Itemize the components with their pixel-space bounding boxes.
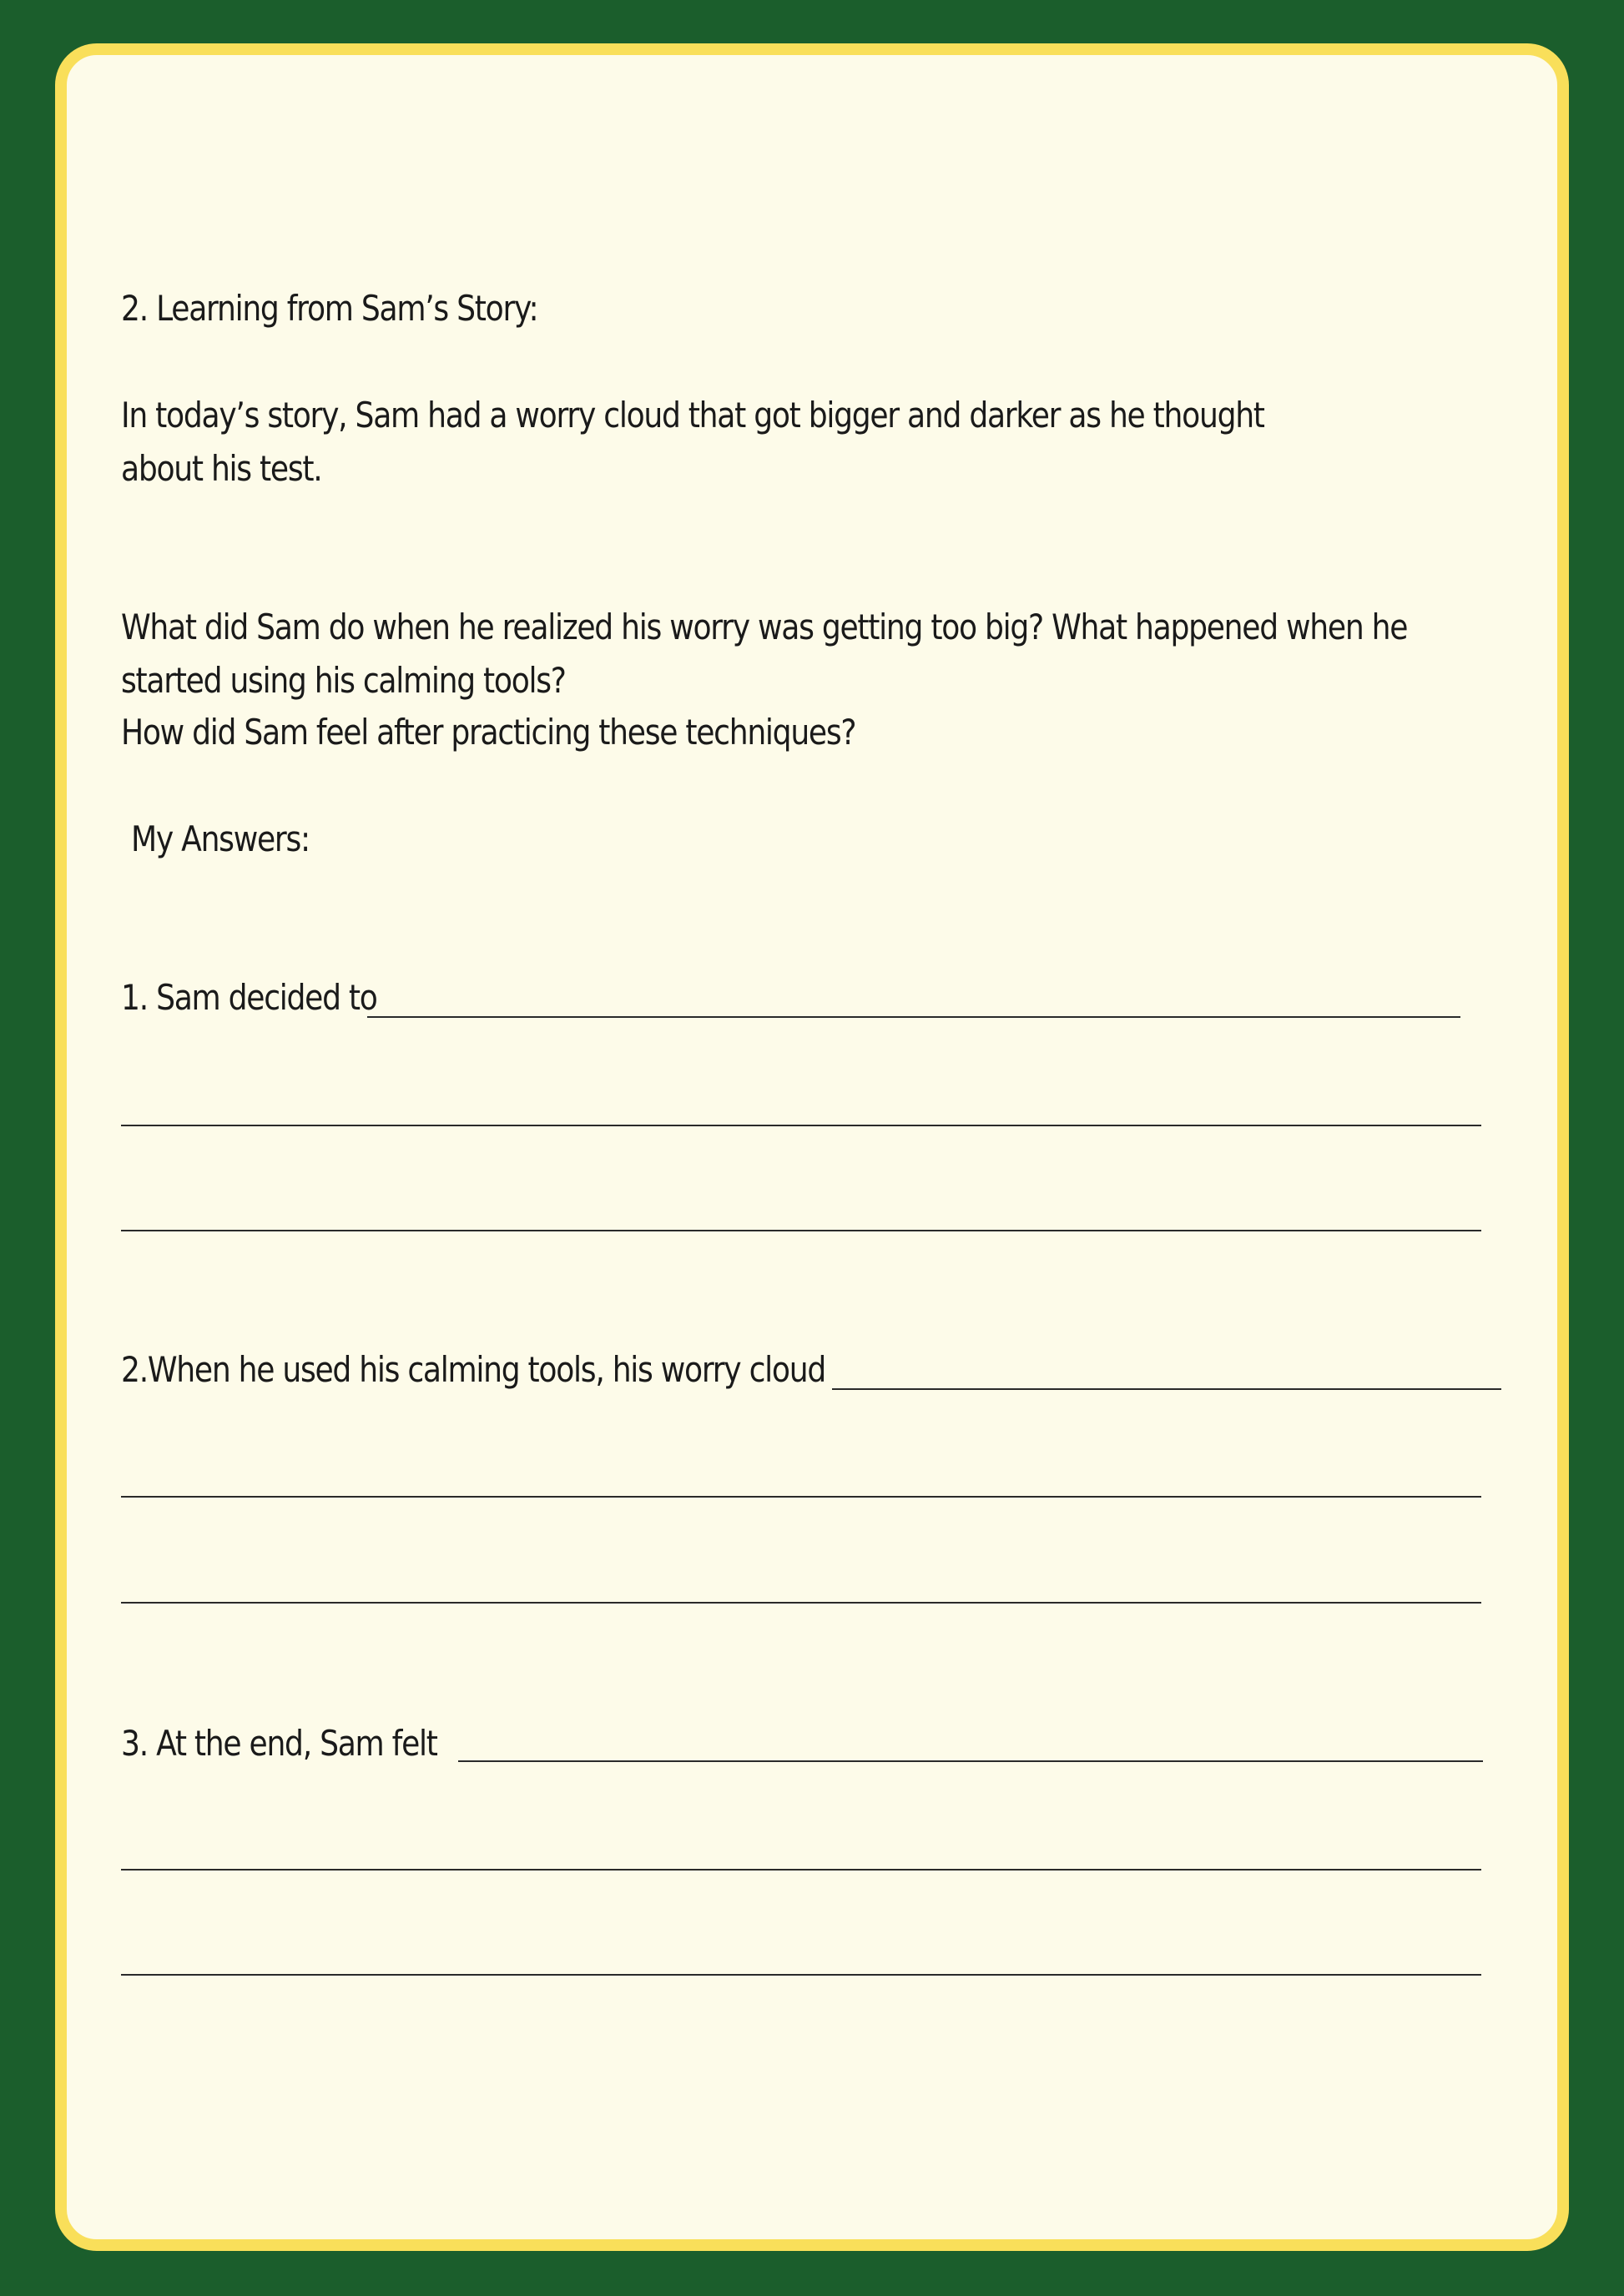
answer-2-line-1[interactable] bbox=[832, 1388, 1501, 1390]
intro-text-line-1: In today’s story, Sam had a worry cloud that got bigger and darker as he thought bbox=[121, 395, 1264, 436]
answer-3-line-2[interactable] bbox=[121, 1869, 1481, 1871]
answer-3-prompt: 3. At the end, Sam felt bbox=[121, 1723, 437, 1764]
answer-1-prompt: 1. Sam decided to bbox=[121, 977, 377, 1018]
answer-2-prompt: 2.When he used his calming tools, his worry cloud bbox=[121, 1349, 825, 1390]
section-title: 2. Learning from Sam’s Story: bbox=[121, 288, 538, 329]
question-text-line-2: started using his calming tools? bbox=[121, 660, 566, 701]
answer-3-line-1[interactable] bbox=[458, 1760, 1483, 1762]
answers-heading: My Answers: bbox=[131, 818, 310, 859]
answer-2-line-3[interactable] bbox=[121, 1602, 1481, 1604]
answer-2-line-2[interactable] bbox=[121, 1496, 1481, 1498]
worksheet-card bbox=[55, 43, 1569, 2251]
answer-3-line-3[interactable] bbox=[121, 1974, 1481, 1976]
intro-text-line-2: about his test. bbox=[121, 448, 322, 489]
question-text-line-3: How did Sam feel after practicing these techniques? bbox=[121, 712, 856, 753]
question-text-line-1: What did Sam do when he realized his worry was getting too big? What happened when he bbox=[121, 607, 1408, 647]
answer-1-line-1[interactable] bbox=[367, 1016, 1460, 1018]
answer-1-line-3[interactable] bbox=[121, 1230, 1481, 1231]
answer-1-line-2[interactable] bbox=[121, 1125, 1481, 1126]
